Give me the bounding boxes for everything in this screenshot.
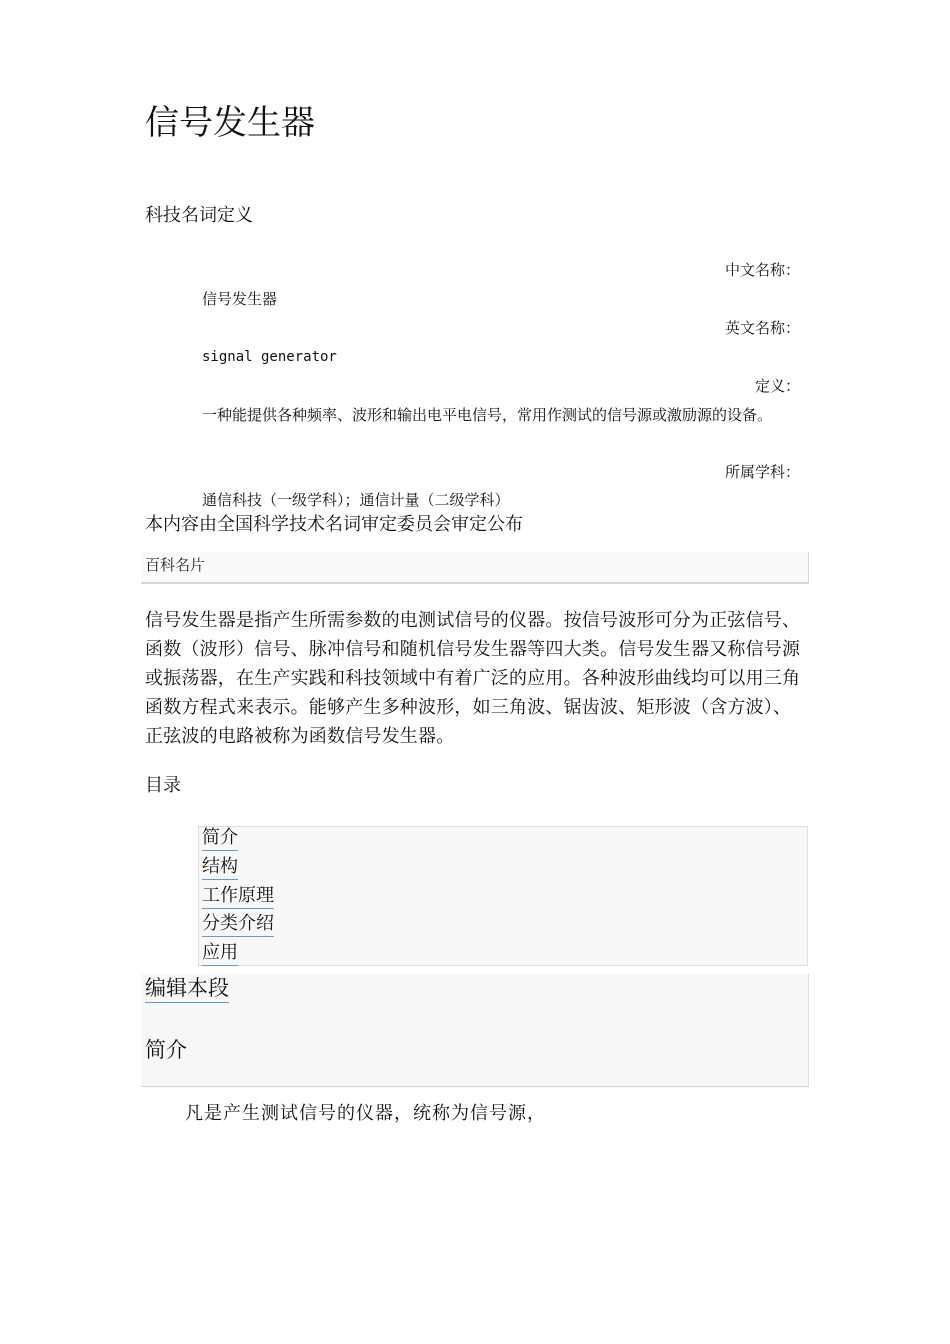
toc-item-classification[interactable]: 分类介绍 (202, 912, 274, 937)
toc-item-application[interactable]: 应用 (202, 941, 238, 966)
intro-paragraph: 信号发生器是指产生所需参数的电测试信号的仪器。按信号波形可分为正弦信号、函数（波形）信号、脉冲信号和随机信号发生器等四大类。信号发生器又称信号源或振荡器，在生产实践和科技领域中有着广泛的应用。各种波形曲线均可以用三角函数方程式来表示。能够产生多种波形，如三角波、锯齿波、矩形波（含方波）、正弦波的电路被称为函数信号发生器。 (145, 610, 801, 747)
toc-item-principle[interactable]: 工作原理 (202, 884, 274, 909)
encyclopedia-card-header (141, 552, 809, 584)
toc-box (198, 826, 808, 966)
section-body-paragraph: 凡是产生测试信号的仪器，统称为信号源， (185, 1103, 546, 1124)
definition-value-chinese-name: 信号发生器 (202, 290, 278, 308)
definition-value-english-name: signal generator (202, 349, 337, 365)
definition-value-discipline: 通信科技（一级学科）；通信计量（二级学科） (202, 491, 510, 509)
toc-item-intro[interactable]: 简介 (202, 826, 238, 851)
section-header-box (141, 974, 809, 1087)
definition-label-discipline: 所属学科： (724, 463, 800, 481)
approval-notice: 本内容由全国科学技术名词审定委员会审定公布 (145, 514, 523, 535)
edit-section-link[interactable]: 编辑本段 (145, 974, 229, 1003)
definition-value-definition: 一种能提供各种频率、波形和输出电平电信号，常用作测试的信号源或激励源的设备。 (202, 406, 773, 424)
definition-label-chinese-name: 中文名称： (724, 261, 800, 279)
section-title: 简介 (145, 1038, 187, 1062)
definition-heading: 科技名词定义 (145, 205, 253, 226)
definition-label-definition: 定义： (754, 377, 800, 395)
definition-label-english-name: 英文名称： (724, 319, 800, 337)
toc-heading: 目录 (145, 775, 181, 796)
page-title: 信号发生器 (145, 103, 315, 143)
toc-item-structure[interactable]: 结构 (202, 855, 238, 880)
encyclopedia-card-label: 百科名片 (145, 556, 206, 574)
